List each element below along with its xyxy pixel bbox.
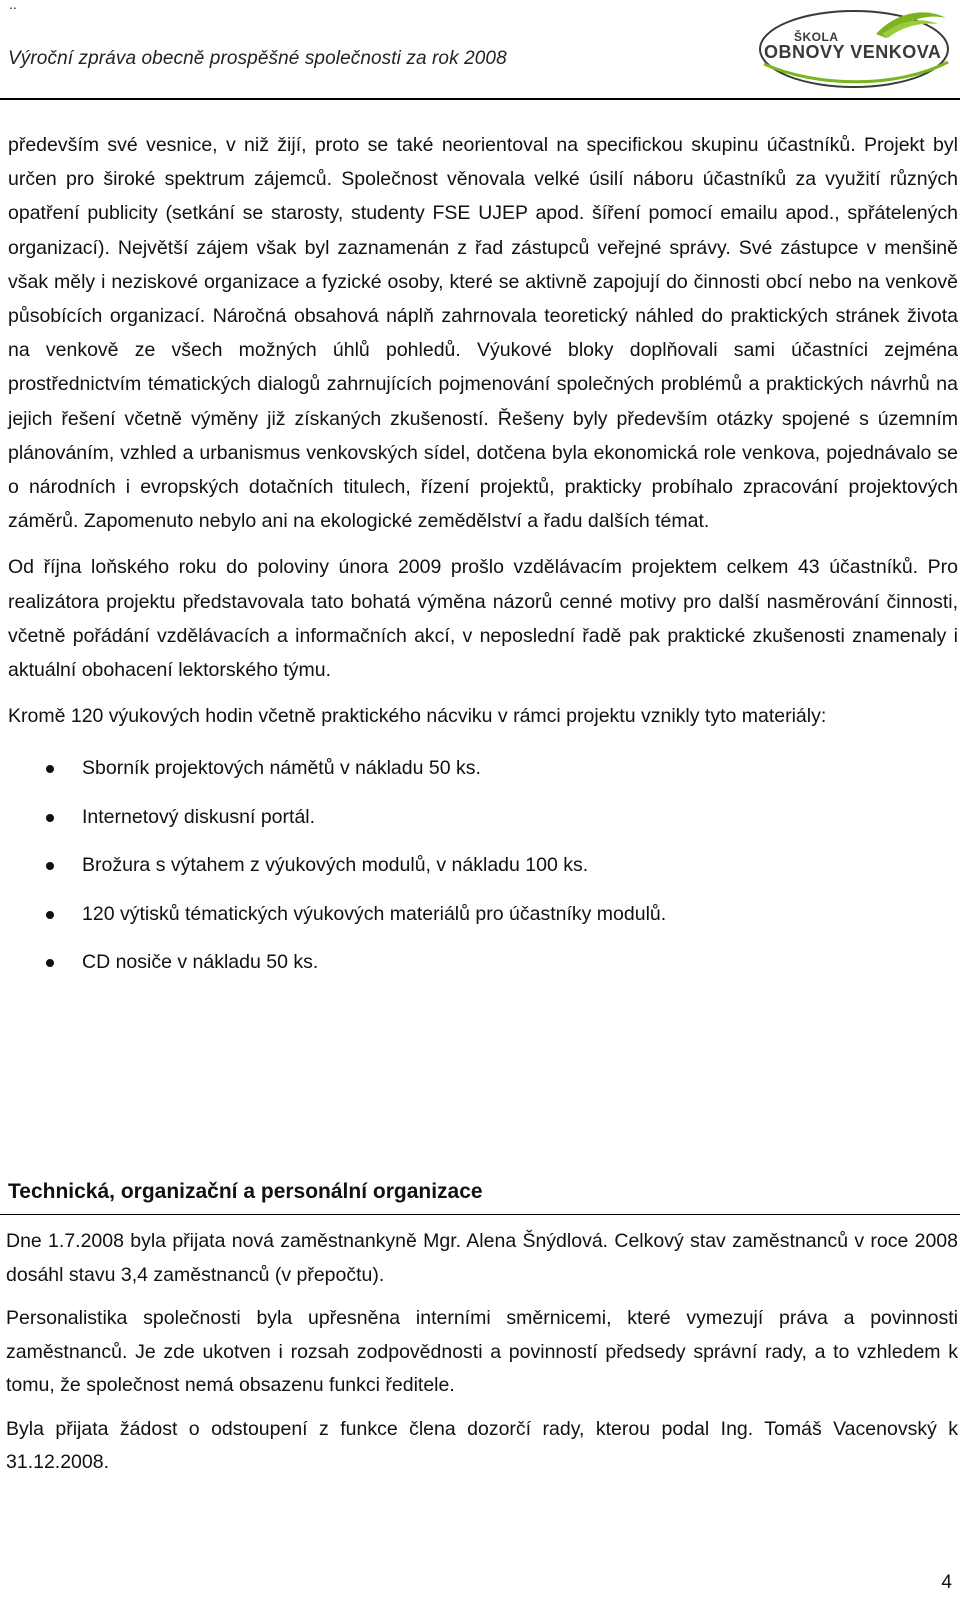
materials-list: [8, 751, 958, 994]
main-content: [8, 128, 958, 994]
section-heading: Technická, organizační a personální organizace: [8, 1180, 483, 1203]
list-item-text: CD nosiče v nákladu 50 ks.: [82, 951, 319, 974]
section-content: [6, 1225, 958, 1480]
header-mark: ..: [9, 0, 17, 12]
header-divider: [0, 98, 960, 100]
logo-line-2: OBNOVY VENKOVA: [764, 42, 942, 62]
list-item: [8, 945, 958, 994]
list-item: [8, 800, 958, 849]
list-item-text: Brožura s výtahem z výukových modulů, v nákladu 100 ks.: [82, 854, 589, 877]
list-item: [8, 751, 958, 800]
list-item-text: 120 výtisků tématických výukových materiálů pro účastníky modulů.: [82, 902, 667, 925]
bullet-icon: [46, 911, 54, 919]
section-divider: [0, 1214, 960, 1215]
logo-line-1: ŠKOLA: [794, 30, 839, 44]
section-paragraph-3: Byla přijata žádost o odstoupení z funkce člena dozorčí rady, kterou podal Ing. Tomáš Vacenovský k 31.12.2008.: [6, 1417, 958, 1473]
section-paragraph-1: Dne 1.7.2008 byla přijata nová zaměstnankyně Mgr. Alena Šnýdlová. Celkový stav zaměstnanců v roce 2008 dosáhl stavu 3,4 zaměstnanců (v přepočtu).: [6, 1230, 958, 1286]
paragraph-1: především své vesnice, v niž žijí, proto se také neorientoval na specifickou skupinu účastníků. Projekt byl určen pro široké spektrum zájemců. Společnost věnovala velké úsilí náboru účastníků za využití různých opatření publicity (setkání se starosty, studenty FSE UJEP apod. šíření pomocí emailu apod., spřátelených organizací). Největší zájem však byl zaznamenán z řad zástupců veřejné správy. Své zástupce v menšině však měly i neziskové organizace a fyzické osoby, které se aktivně zapojují do činnosti obcí nebo na venkově působících organizací. Náročná obsahová náplň zahrnovala teoretický náhled do praktických stránek života na venkově ze všech možných úhlů pohledů. Výukové bloky doplňovali sami účastníci zejména prostřednictvím tématických dialogů zahrnujících pojmenování společných problémů a praktických návrhů na jejich řešení včetně výměny již získaných zkušeností. Řešeny byly především otázky spojené s územním plánováním, vzhled a urbanismus venkovských sídel, dotčena byla ekonomická role venkova, pojednávalo se o národních i evropských dotačních titulech, řízení projektů, prakticky probíhalo zpracování projektových záměrů. Zapomenuto nebylo ani na ekologické zemědělství a řadu dalších témat.: [8, 134, 958, 533]
list-item: [8, 848, 958, 897]
bullet-icon: [46, 862, 54, 870]
section-paragraph-2: Personalistika společnosti byla upřesněna interními směrnicemi, které vymezují práva a povinnosti zaměstnanců. Je zde ukotven i rozsah zodpovědnosti a povinností předsedy správní rady, a to vzhledem k tomu, že společnost nemá obsazenu funkci ředitele.: [6, 1307, 958, 1396]
list-item-text: Sborník projektových námětů v nákladu 50 ks.: [82, 757, 481, 780]
list-item: [8, 897, 958, 946]
list-item-text: Internetový diskusní portál.: [82, 805, 316, 828]
bullet-icon: [46, 814, 54, 822]
page-number: 4: [941, 1572, 952, 1593]
document-header-title: Výroční zpráva obecně prospěšné společnosti za rok 2008: [8, 48, 507, 69]
paragraph-3: Kromě 120 výukových hodin včetně praktického nácviku v rámci projektu vznikly tyto materiály:: [8, 705, 827, 728]
paragraph-2: Od října loňského roku do poloviny února 2009 prošlo vzdělávacím projektem celkem 43 účastníků. Pro realizátora projektu představovala tato bohatá výměna názorů cenné motivy pro další nasměrování činnosti, včetně pořádání vzdělávacích a informačních akcí, v neposlední řadě pak praktické zkušenosti znamenaly i aktuální obohacení lektorského týmu.: [8, 556, 958, 682]
skola-obnovy-venkova-logo: [758, 4, 950, 90]
bullet-icon: [46, 765, 54, 773]
bullet-icon: [46, 959, 54, 967]
